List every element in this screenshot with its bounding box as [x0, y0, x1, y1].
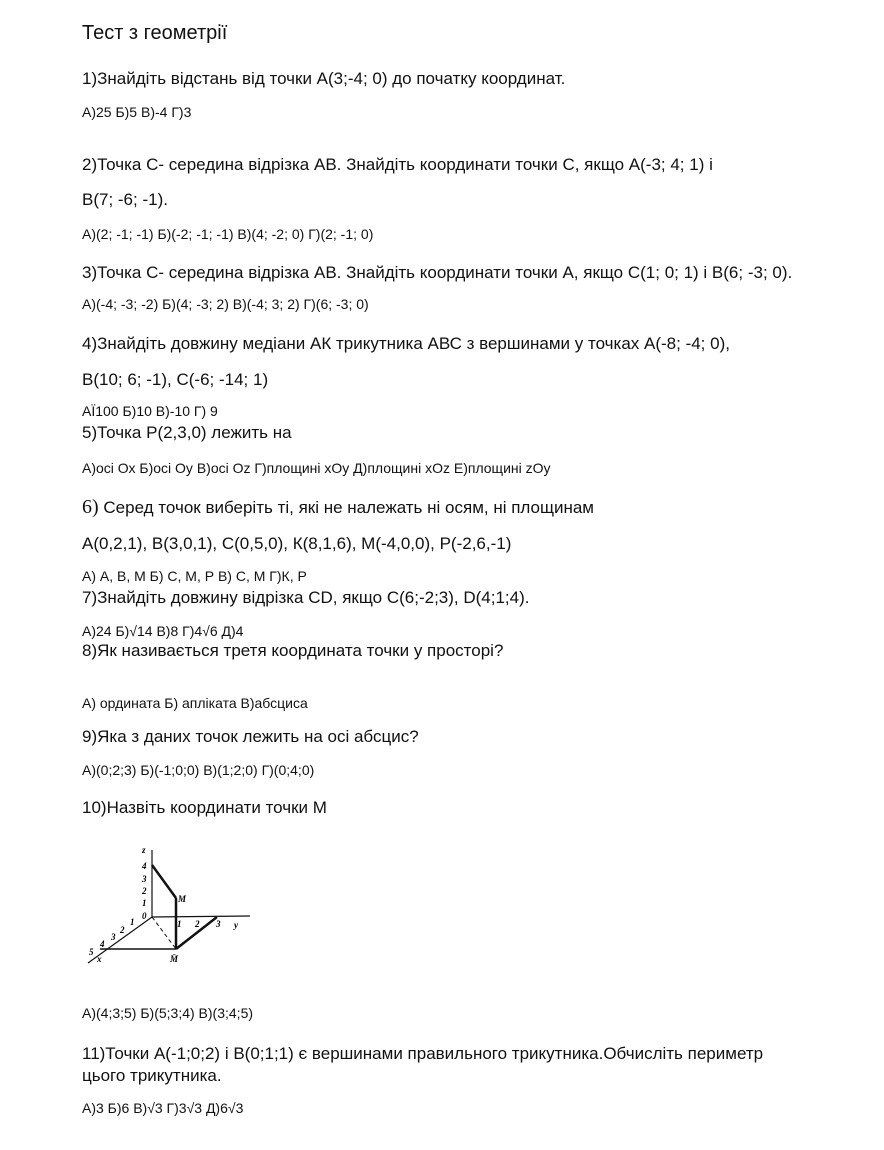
answers-6: А) А, В, М Б) С, М, Р В) С, М Г)К, Р	[82, 568, 307, 584]
y-tick: 2	[195, 919, 200, 929]
answers-1: А)25 Б)5 В)-4 Г)3	[82, 104, 192, 120]
question-4-cont: В(10; 6; -1), С(-6; -14; 1)	[82, 370, 269, 389]
z-label: z	[142, 845, 146, 855]
origin-label: 0	[142, 911, 147, 921]
answers-11: А)3 Б)6 В)√3 Г)3√3 Д)6√3	[82, 1100, 244, 1116]
question-3: 3)Точка С- середина відрізка АВ. Знайдіть координати точки А, якщо С(1; 0; 1) і В(6; -3; 0).	[82, 263, 793, 282]
question-6-number: 6)	[82, 496, 99, 518]
question-9: 9)Яка з даних точок лежить на осі абсцис?	[82, 727, 419, 746]
x-label: x	[97, 954, 102, 964]
question-6-text: Серед точок виберіть ті, які не належать ні осям, ні площинам	[98, 498, 594, 517]
point-M-label: M	[178, 894, 187, 904]
z-tick: 4	[142, 861, 147, 871]
dashed-O-Mbar	[152, 917, 176, 949]
point-Mbar-label: M̄	[170, 954, 179, 964]
y-tick: 1	[177, 919, 182, 929]
question-4: 4)Знайдіть довжину медіани АК трикутника АВС з вершинами у точках А(-8; -4; 0),	[82, 334, 730, 353]
answers-10: А)(4;3;5) Б)(5;3;4) В)(3;4;5)	[82, 1005, 254, 1021]
document-title: Тест з геометрії	[82, 22, 228, 44]
answers-8: А) ордината Б) апліката В)абсциса	[82, 695, 308, 711]
z-tick: 1	[142, 898, 147, 908]
answers-7: А)24 Б)√14 В)8 Г)4√6 Д)4	[82, 623, 244, 639]
answers-3: А)(-4; -3; -2) Б)(4; -3; 2) В)(-4; 3; 2) Г)(6; -3; 0)	[82, 296, 369, 312]
y-label: y	[234, 920, 238, 930]
answers-2: А)(2; -1; -1) Б)(-2; -1; -1) В)(4; -2; 0) Г)(2; -1; 0)	[82, 226, 374, 242]
question-1: 1)Знайдіть відстань від точки А(3;-4; 0) до початку координат.	[82, 69, 566, 88]
question-11: 11)Точки А(-1;0;2) і В(0;1;1) є вершинами правильного трикутника.Обчисліть периметр	[82, 1044, 764, 1063]
z-tick: 3	[142, 874, 147, 884]
answers-5: А)осі Ох Б)осі Оу В)осі Оz Г)площині хОу Д)площині хОz Е)площині zОу	[82, 460, 551, 476]
question-6	[82, 496, 594, 519]
question-2-cont: В(7; -6; -1).	[82, 190, 168, 209]
x-tick: 5	[89, 947, 94, 957]
question-2: 2)Точка С- середина відрізка АВ. Знайдіть координати точки С, якщо А(-3; 4; 1) і	[82, 155, 713, 174]
segment-z-M	[152, 865, 176, 898]
question-5: 5)Точка Р(2,3,0) лежить на	[82, 423, 292, 442]
answers-9: А)(0;2;3) Б)(-1;0;0) В)(1;2;0) Г)(0;4;0)	[82, 762, 315, 778]
x-tick: 2	[120, 925, 125, 935]
y-axis	[152, 916, 250, 917]
z-tick: 2	[142, 886, 147, 896]
question-6-cont: А(0,2,1), В(3,0,1), С(0,5,0), К(8,1,6), М(-4,0,0), Р(-2,6,-1)	[82, 534, 512, 553]
answers-4: АЇ100 Б)10 В)-10 Г) 9	[82, 403, 218, 419]
coordinate-diagram	[80, 845, 260, 970]
y-tick: 3	[216, 919, 221, 929]
question-8: 8)Як називається третя координата точки у просторі?	[82, 641, 504, 660]
question-10: 10)Назвіть координати точки М	[82, 798, 327, 817]
x-tick: 3	[111, 932, 116, 942]
x-tick: 1	[130, 917, 135, 927]
question-7: 7)Знайдіть довжину відрізка CD, якщо C(6;-2;3), D(4;1;4).	[82, 588, 530, 607]
x-tick: 4	[100, 939, 105, 949]
question-11-cont: цього трикутника.	[82, 1066, 222, 1085]
